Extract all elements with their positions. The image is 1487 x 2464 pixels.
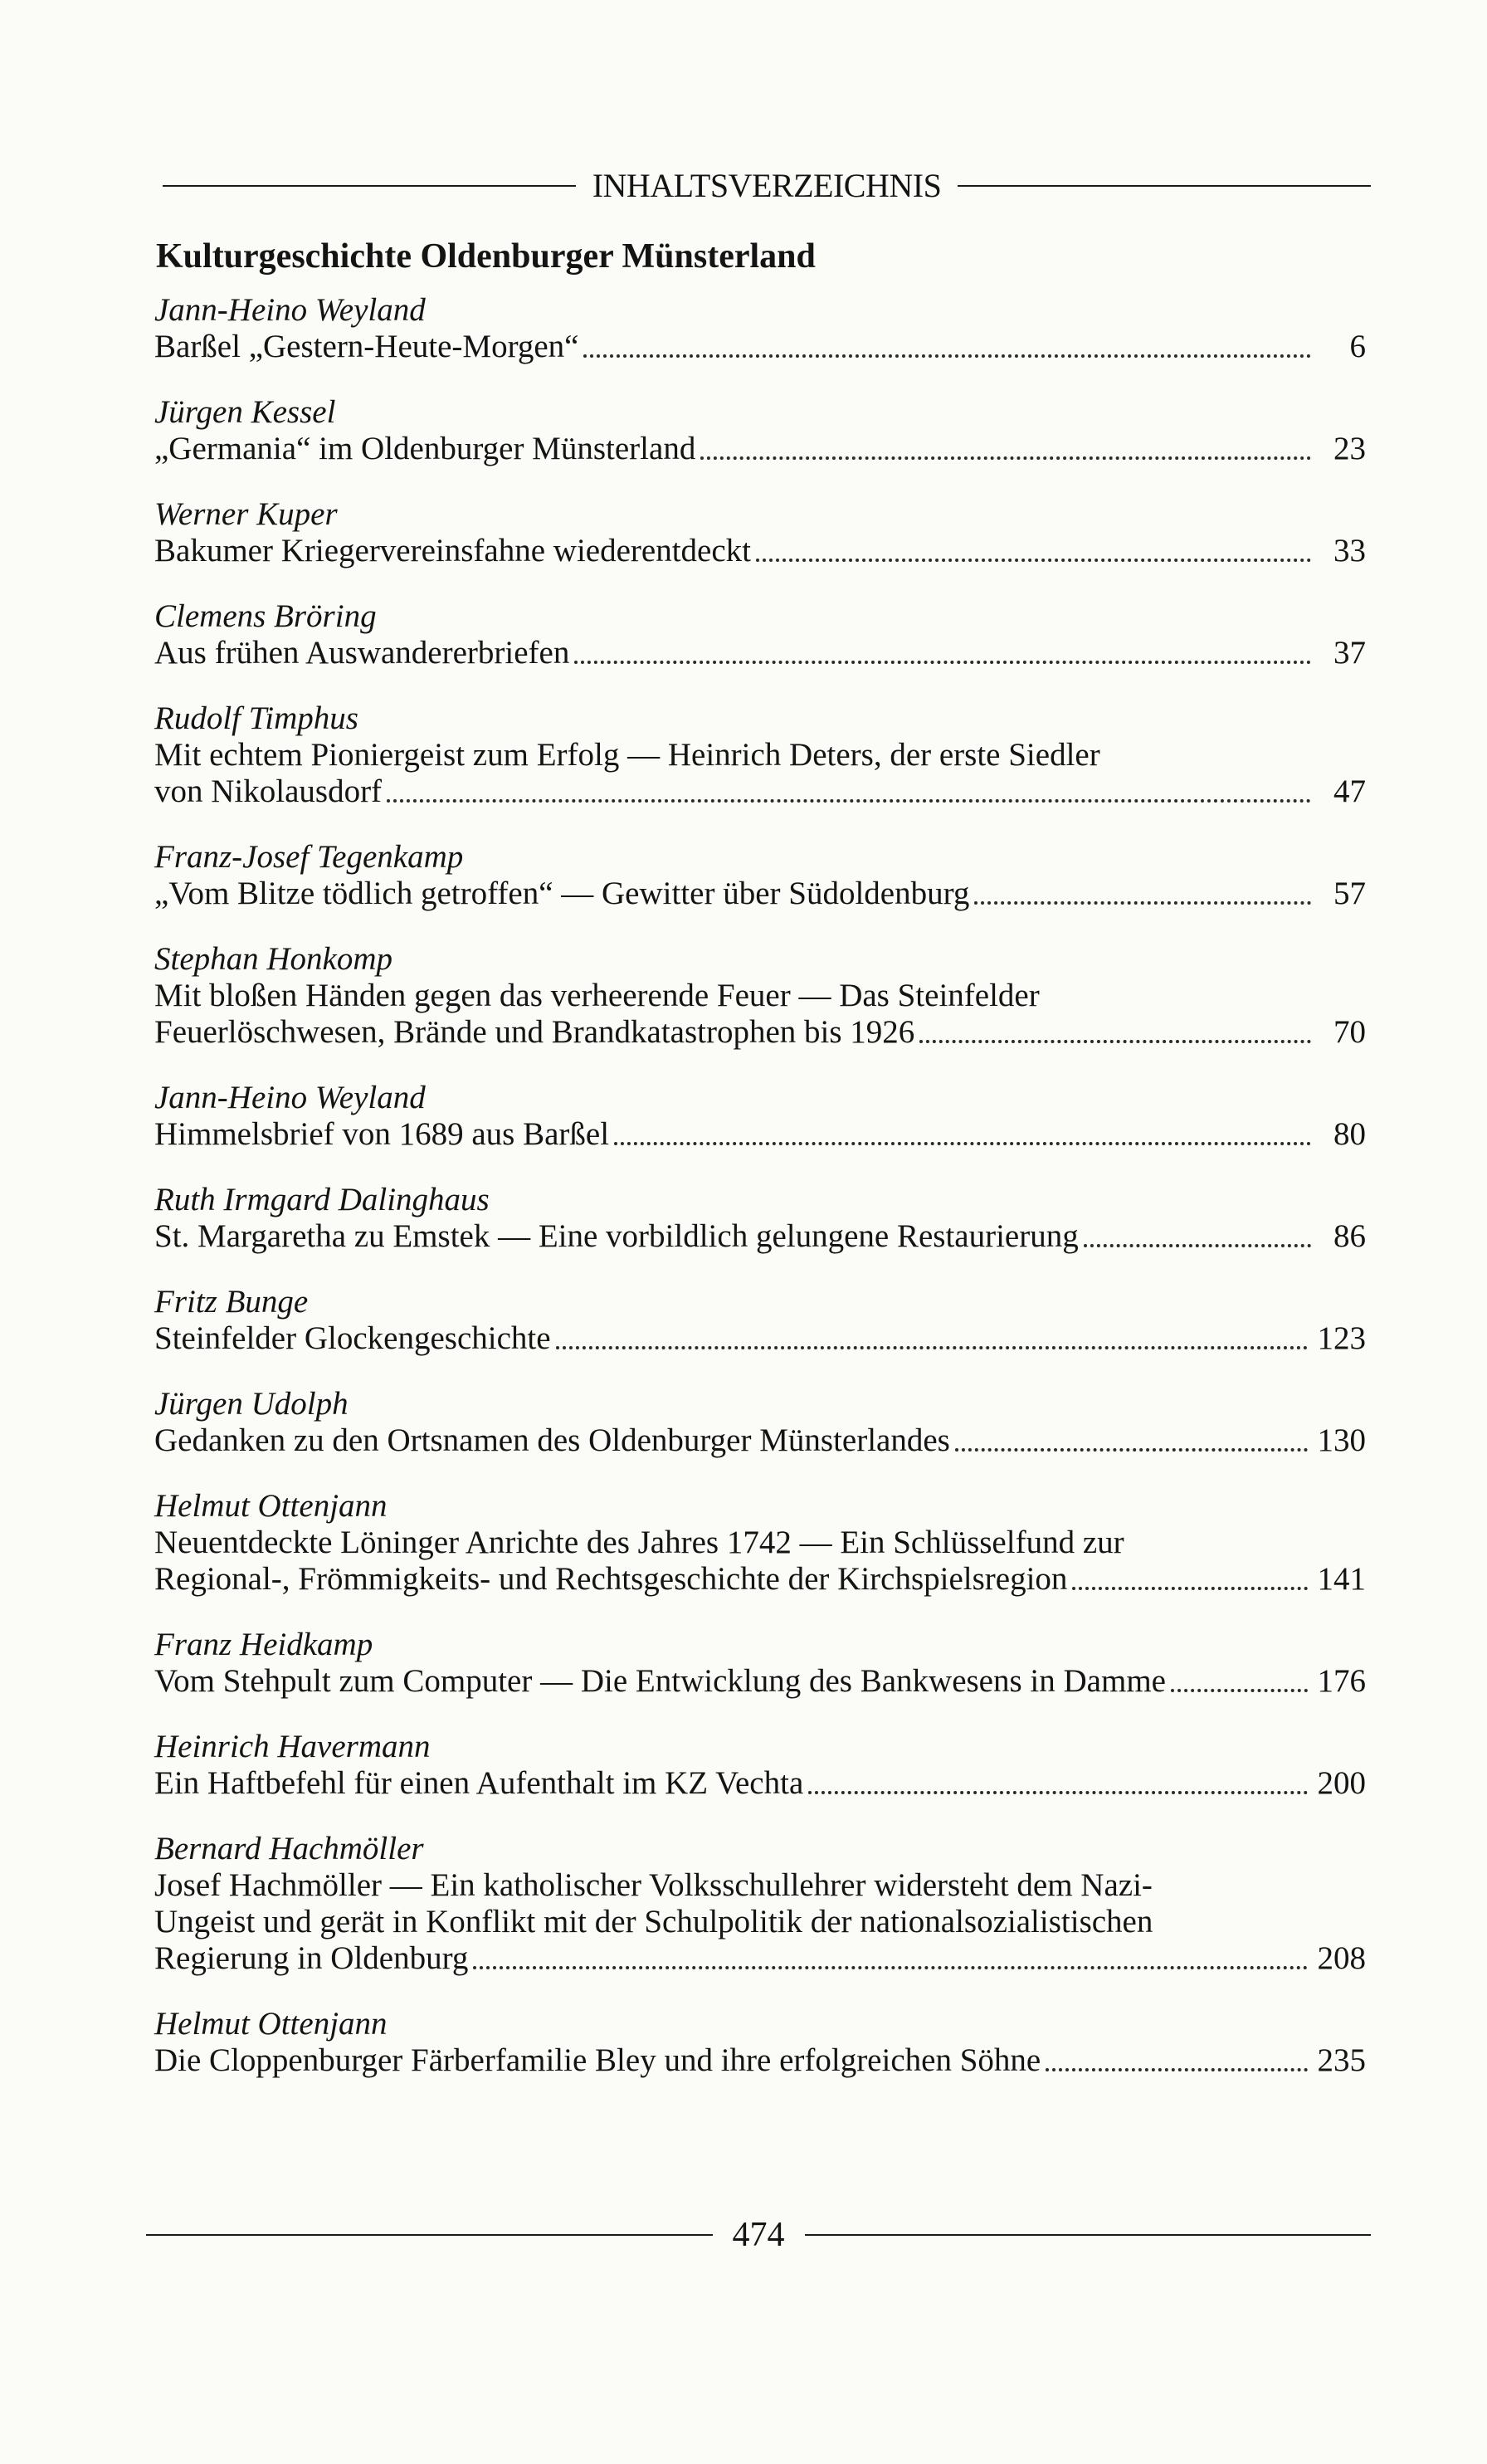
entry-author: Helmut Ottenjann — [154, 1488, 388, 1524]
entry-title-row — [154, 773, 1366, 810]
entry-title-line: Feuerlöschwesen, Brände und Brandkatastrophen bis 1926 — [154, 1014, 915, 1050]
entry-title-row — [154, 1940, 1366, 1977]
entry-author: Jann-Heino Weyland — [154, 1080, 426, 1115]
toc-entry — [154, 291, 1366, 365]
entry-title-row — [154, 533, 1366, 569]
entry-title-row — [154, 1116, 1366, 1153]
entry-title-row — [154, 1561, 1366, 1598]
entry-title-line: Himmelsbrief von 1689 aus Barßel — [154, 1116, 610, 1152]
entry-title-row — [154, 1218, 1366, 1255]
entry-title-line: Josef Hachmöller — Ein katholischer Volksschullehrer widersteht dem Nazi- — [154, 1867, 1153, 1903]
toc-entry — [154, 940, 1366, 1051]
dot-leader — [574, 652, 1311, 664]
entry-title-line: „Germania“ im Oldenburger Münsterland — [154, 431, 696, 466]
footer-rule-left — [146, 2234, 713, 2236]
toc-entry — [154, 1385, 1366, 1459]
entry-title-line: von Nikolausdorf — [154, 773, 383, 809]
entry-author: Franz-Josef Tegenkamp — [154, 839, 464, 875]
entry-author: Stephan Honkomp — [154, 941, 393, 977]
entry-page-number: 37 — [1333, 635, 1366, 671]
entry-author: Bernard Hachmöller — [154, 1831, 424, 1866]
entry-page-number: 86 — [1333, 1218, 1366, 1254]
entry-title-line: St. Margaretha zu Emstek — Eine vorbildlich gelungene Restaurierung — [154, 1218, 1079, 1254]
dot-leader — [919, 1032, 1311, 1043]
entry-title-line: Regional-, Frömmigkeits- und Rechtsgeschichte der Kirchspielsregion — [154, 1561, 1068, 1597]
toc-entry-list — [154, 291, 1366, 2107]
entry-title-line: Mit bloßen Händen gegen das verheerende Feuer — Das Steinfelder — [154, 978, 1040, 1013]
entry-title-line: Bakumer Kriegervereinsfahne wiederentdeckt — [154, 533, 751, 568]
entry-title-line: Barßel „Gestern-Heute-Morgen“ — [154, 329, 579, 364]
dot-leader — [1084, 1236, 1311, 1247]
footer-rule-right — [805, 2234, 1372, 2236]
entry-author: Ruth Irmgard Dalinghaus — [154, 1182, 490, 1217]
toc-entry — [154, 598, 1366, 671]
entry-author: Jürgen Udolph — [154, 1386, 349, 1422]
entry-page-number: 130 — [1317, 1422, 1366, 1458]
entry-author: Jürgen Kessel — [154, 394, 336, 430]
toc-entry — [154, 1079, 1366, 1153]
toc-entry — [154, 1283, 1366, 1357]
header-rule-right — [958, 185, 1371, 187]
entry-page-number: 23 — [1333, 431, 1366, 466]
running-header — [163, 169, 1371, 202]
toc-entry — [154, 1728, 1366, 1802]
entry-title-line: „Vom Blitze tödlich getroffen“ — Gewitter über Südoldenburg — [154, 876, 970, 911]
entry-page-number: 141 — [1317, 1561, 1366, 1597]
entry-author: Werner Kuper — [154, 496, 338, 532]
entry-author: Helmut Ottenjann — [154, 2006, 388, 2042]
entry-title-row — [154, 635, 1366, 671]
entry-title-row — [154, 876, 1366, 912]
entry-title-row — [154, 1320, 1366, 1357]
entry-author: Fritz Bunge — [154, 1284, 309, 1320]
toc-entry — [154, 2005, 1366, 2079]
section-title: Kulturgeschichte Oldenburger Münsterland — [156, 237, 816, 276]
entry-title-row — [154, 431, 1366, 467]
toc-entry — [154, 838, 1366, 912]
dot-leader — [583, 346, 1311, 358]
entry-title-line: Aus frühen Auswandererbriefen — [154, 635, 570, 671]
entry-author: Clemens Bröring — [154, 598, 377, 634]
entry-page-number: 33 — [1333, 533, 1366, 568]
dot-leader — [700, 448, 1311, 460]
entry-author: Rudolf Timphus — [154, 700, 358, 736]
entry-page-number: 176 — [1317, 1663, 1366, 1699]
entry-title-row — [154, 1422, 1366, 1459]
toc-entry — [154, 1830, 1366, 1977]
toc-entry — [154, 1181, 1366, 1255]
entry-title-line: Mit echtem Pioniergeist zum Erfolg — Heinrich Deters, der erste Siedler — [154, 737, 1100, 773]
entry-title-line: Die Cloppenburger Färberfamilie Bley und ihre erfolgreichen Söhne — [154, 2042, 1041, 2078]
dot-leader — [614, 1134, 1311, 1145]
dot-leader — [756, 550, 1311, 562]
entry-title-row — [154, 1014, 1366, 1051]
entry-title-row — [154, 1663, 1366, 1700]
entry-page-number: 208 — [1317, 1940, 1366, 1976]
dot-leader — [808, 1783, 1307, 1794]
header-title: INHALTSVERZEICHNIS — [592, 167, 942, 204]
entry-author: Heinrich Havermann — [154, 1729, 431, 1764]
page-footer — [146, 2218, 1371, 2252]
entry-page-number: 123 — [1317, 1320, 1366, 1356]
dot-leader — [1072, 1578, 1307, 1590]
entry-title-line: Steinfelder Glockengeschichte — [154, 1320, 551, 1356]
entry-page-number: 80 — [1333, 1116, 1366, 1152]
entry-title-line: Vom Stehpult zum Computer — Die Entwicklung des Bankwesens in Damme — [154, 1663, 1166, 1699]
entry-page-number: 235 — [1317, 2042, 1366, 2078]
entry-author: Jann-Heino Weyland — [154, 292, 426, 328]
entry-author: Franz Heidkamp — [154, 1627, 373, 1662]
dot-leader — [955, 1440, 1308, 1452]
entry-title-line: Regierung in Oldenburg — [154, 1940, 469, 1976]
entry-title-line: Gedanken zu den Ortsnamen des Oldenburger Münsterlandes — [154, 1422, 950, 1458]
entry-page-number: 57 — [1333, 876, 1366, 911]
entry-title-row — [154, 329, 1366, 365]
entry-page-number: 70 — [1333, 1014, 1366, 1050]
dot-leader — [556, 1338, 1308, 1349]
toc-entry — [154, 1626, 1366, 1700]
dot-leader — [1171, 1681, 1308, 1692]
header-rule-left — [163, 185, 576, 187]
entry-title-line: Neuentdeckte Löninger Anrichte des Jahres 1742 — Ein Schlüsselfund zur — [154, 1525, 1124, 1560]
dot-leader — [1046, 2060, 1307, 2071]
toc-entry — [154, 1487, 1366, 1598]
entry-title-row — [154, 2042, 1366, 2079]
page-number: 474 — [732, 2216, 785, 2254]
entry-title-line: Ein Haftbefehl für einen Aufenthalt im KZ Vechta — [154, 1765, 804, 1801]
toc-entry — [154, 495, 1366, 569]
entry-title-line: Ungeist und gerät in Konflikt mit der Schulpolitik der nationalsozialistischen — [154, 1904, 1153, 1939]
dot-leader — [473, 1958, 1307, 1969]
entry-title-row — [154, 1765, 1366, 1802]
dot-leader — [387, 791, 1311, 803]
toc-entry — [154, 393, 1366, 467]
entry-page-number: 6 — [1349, 329, 1366, 364]
entry-page-number: 200 — [1317, 1765, 1366, 1801]
dot-leader — [974, 893, 1311, 905]
entry-page-number: 47 — [1333, 773, 1366, 809]
toc-entry — [154, 700, 1366, 810]
